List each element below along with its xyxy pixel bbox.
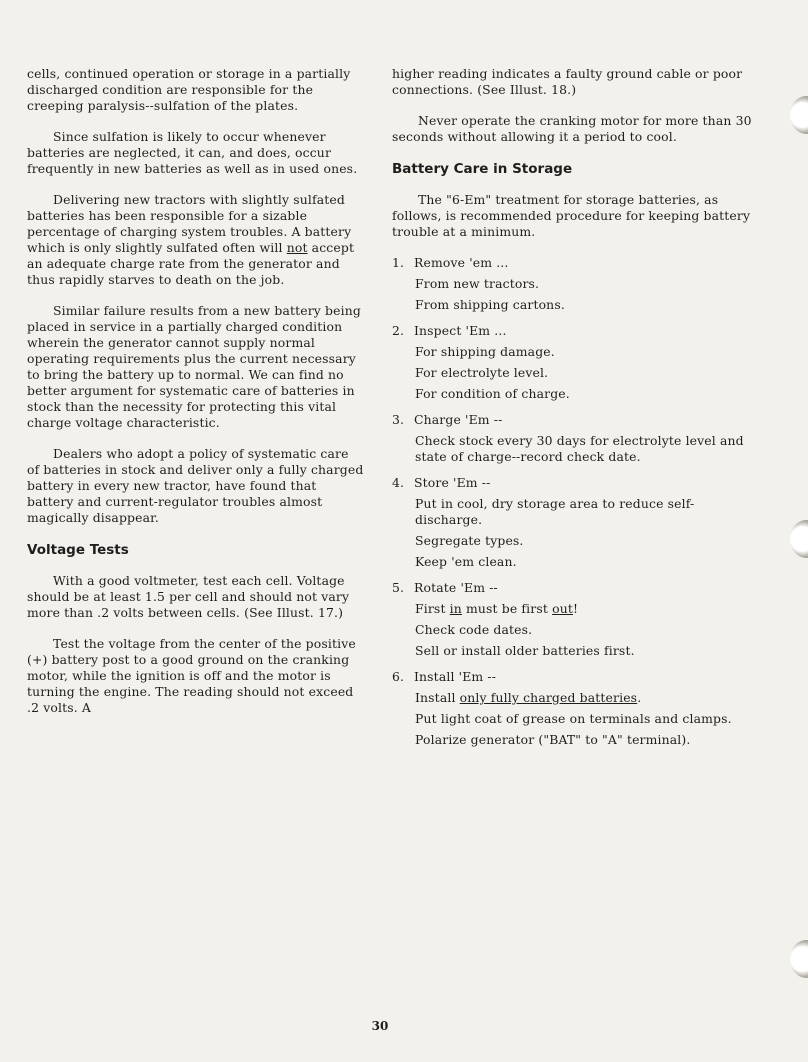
page-number: 30 [371,1019,389,1033]
step-number: 5. [392,580,405,595]
step-title: Install 'Em -- [414,669,497,684]
paragraph: Test the voltage from the center of the positive (+) battery post to a good ground on the cranking motor, while the ignition is off and the motor is turning the engine. The reading should not exceed .2 volts. A [27,636,356,715]
emphasis-fully-charged: only fully charged batteries [459,690,638,705]
left-column [27,66,365,731]
storage-steps-list [392,255,752,748]
list-item [392,412,752,465]
step-detail: Put in cool, dry storage area to reduce self-discharge. [415,496,695,527]
paragraph [27,192,365,288]
step-detail: Check code dates. [415,622,533,637]
text-run: . [637,690,642,705]
step-detail: Polarize generator ("BAT" to "A" terminal). [415,732,691,747]
paragraph: Since sulfation is likely to occur whenever batteries are neglected, it can, and does, occur frequently in new batteries as well as in used ones. [27,129,358,176]
step-detail: Sell or install older batteries first. [415,643,635,658]
emphasis-not: not [286,240,308,255]
step-detail [415,690,752,706]
text-run: ! [572,601,579,616]
paragraph: The "6-Em" treatment for storage batteries, as follows, is recommended procedure for keeping battery trouble at a minimum. [392,192,751,239]
list-item [392,669,752,748]
step-number: 6. [392,669,405,684]
step-detail: From shipping cartons. [415,297,565,312]
paragraph: higher reading indicates a faulty ground cable or poor connections. (See Illust. 18.) [392,66,743,97]
text-run: accept an adequate charge rate from the generator and thus rapidly starves to death on the job. [27,240,355,287]
list-item [392,323,752,402]
text-run: Install [415,690,460,705]
list-item [392,255,752,313]
step-detail: Put light coat of grease on terminals and clamps. [415,711,732,726]
step-number: 3. [392,412,405,427]
right-column [392,66,752,758]
paragraph: Similar failure results from a new battery being placed in service in a partially charged condition wherein the generator cannot supply normal operating requirements plus the current necessary to bring the battery up to normal. We can find no better argument for systematic care of batteries in stock than the necessity for protecting this vital charge voltage characteristic. [27,303,361,430]
step-detail: From new tractors. [415,276,540,291]
emphasis-out: out [552,601,573,616]
step-detail: Segregate types. [415,533,524,548]
step-detail: For shipping damage. [415,344,555,359]
section-heading-battery-care: Battery Care in Storage [392,161,573,177]
step-title: Remove 'em ... [414,255,509,270]
step-title: Store 'Em -- [414,475,491,490]
text-run: First [415,601,450,616]
step-detail: Check stock every 30 days for electrolyte level and state of charge--record check date. [415,433,744,464]
step-detail [415,601,752,617]
step-detail: Keep 'em clean. [415,554,517,569]
binder-hole [790,520,808,558]
step-detail: For condition of charge. [415,386,570,401]
step-number: 4. [392,475,405,490]
step-number: 2. [392,323,405,338]
step-detail: For electrolyte level. [415,365,549,380]
step-number: 1. [392,255,405,270]
paragraph: cells, continued operation or storage in a partially discharged condition are responsible for the creeping paralysis--sulfation of the plates. [27,66,351,113]
section-heading-voltage-tests: Voltage Tests [27,542,129,558]
paragraph: With a good voltmeter, test each cell. Voltage should be at least 1.5 per cell and should not vary more than .2 volts between cells. (See Illust. 17.) [27,573,350,620]
list-item [392,580,752,659]
list-item [392,475,752,570]
paragraph: Never operate the cranking motor for more than 30 seconds without allowing it a period to cool. [392,113,752,144]
binder-hole [790,96,808,134]
paragraph: Dealers who adopt a policy of systematic care of batteries in stock and deliver only a fully charged battery in every new tractor, have found that battery and current-regulator troubles almost magically disappear. [27,446,364,525]
step-title: Rotate 'Em -- [414,580,498,595]
text-run: Delivering new tractors with slightly sulfated batteries has been responsible for a sizable percentage of charging system troubles. A battery which is only slightly sulfated often will [27,192,352,255]
step-title: Inspect 'Em ... [414,323,507,338]
binder-hole [790,940,808,978]
text-run: must be first [461,601,553,616]
emphasis-in: in [449,601,462,616]
step-title: Charge 'Em -- [414,412,503,427]
